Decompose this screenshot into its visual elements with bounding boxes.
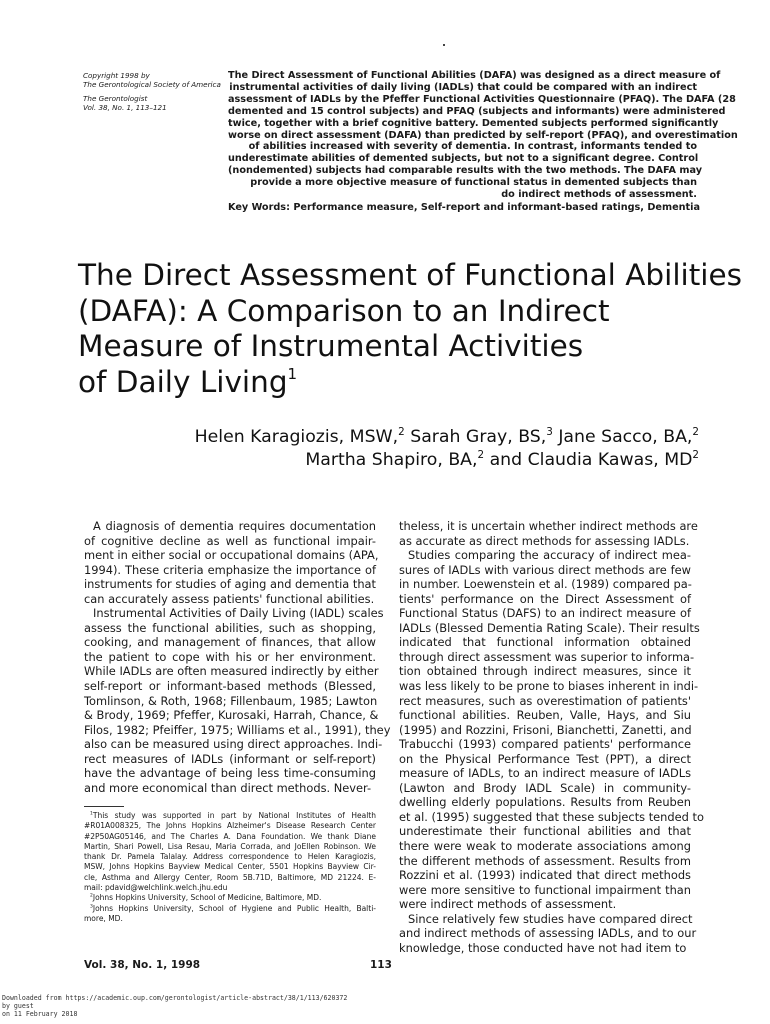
author-list	[195, 426, 699, 471]
author-name: Martha Shapiro, BA,	[305, 449, 478, 470]
footnote-text: mail: pdavid@welchlink.welch.jhu.edu	[84, 883, 228, 893]
body-line: indicated that functional information obtained	[399, 635, 691, 650]
body-line: through direct assessment was superior to informa-	[399, 649, 695, 664]
footnote-line	[84, 914, 376, 924]
keywords: Key Words: Performance measure, Self-report and informant-based ratings, Dementia	[228, 201, 701, 213]
footnote-line	[84, 811, 376, 821]
title-line-2: (DAFA): A Comparison to an Indirect	[78, 293, 610, 328]
abstract-line: provide a more objective measure of functional status in demented subjects than	[250, 177, 697, 189]
affiliation-mark: 2	[398, 426, 405, 439]
body-line: on the Physical Performance Test (PPT), a direct	[399, 751, 691, 766]
abstract-line: worse on direct assessment (DAFA) than predicted by self-report (PFAQ), and overestimation	[228, 129, 738, 141]
body-line: there were weak to moderate associations among	[399, 839, 691, 854]
body-line: tion obtained through indirect measures, since it	[399, 664, 691, 679]
body-line: et al. (1995) suggested that these subjects tended to	[399, 809, 704, 824]
body-line: assess the functional abilities, such as shopping,	[84, 620, 376, 635]
body-line: underestimate their functional abilities and that	[399, 824, 691, 839]
footnote-line	[84, 821, 376, 831]
body-column-right	[399, 519, 704, 955]
abstract-line: do indirect methods of assessment.	[501, 189, 697, 201]
body-line: ment in either social or occupational domains (APA,	[84, 548, 379, 563]
body-line: & Brody, 1969; Pfeffer, Kurosaki, Harrah, Chance, &	[84, 708, 379, 723]
body-line: Since relatively few studies have compared direct	[408, 911, 693, 926]
body-line: were more sensitive to functional impairment than	[399, 882, 691, 897]
journal-footer: Vol. 38, No. 1, 1998	[84, 959, 201, 971]
body-line: and more economical than direct methods. Never-	[84, 780, 372, 795]
body-line: measure of IADLs, to an indirect measure of IADLs	[399, 766, 691, 781]
body-line: (1995) and Rozzini, Frisoni, Bianchetti, Zanetti, and	[399, 722, 692, 737]
footnote-text: #2P50AG05146, and The Charles A. Dana Foundation. We thank Diane	[84, 831, 376, 841]
footnote-divider	[84, 806, 124, 807]
affiliation-mark: 3	[546, 426, 553, 439]
title-line-1: The Direct Assessment of Functional Abilities	[78, 258, 742, 292]
footnote-line	[84, 862, 376, 872]
body-line: instruments for studies of aging and dementia that	[84, 577, 376, 592]
author-line	[195, 426, 699, 449]
page-number: 113	[370, 959, 392, 971]
footnote-line	[84, 904, 376, 914]
copyright-line: Copyright 1998 by	[83, 71, 150, 80]
footnote-line	[84, 873, 376, 883]
body-line: and indirect methods of assessing IADLs, and to our	[399, 926, 697, 941]
abstract-line: instrumental activities of daily living (IADLs) that could be compared with an indirect	[229, 81, 697, 93]
body-line: Tomlinson, & Roth, 1968; Fillenbaum, 1985; Lawton	[84, 693, 378, 708]
abstract-line: assessment of IADLs by the Pfeffer Functional Activities Questionnaire (PFAQ). The DAFA (28	[228, 93, 736, 105]
author-name: Helen Karagiozis, MSW,	[194, 427, 399, 447]
footnote-mark: 3	[90, 904, 93, 910]
body-line: tients' performance on the Direct Assessment of	[399, 591, 691, 606]
body-line: in number. Loewenstein et al. (1989) compared pa-	[399, 577, 692, 592]
body-line: the different methods of assessment. Results from	[399, 853, 691, 868]
body-column-left	[84, 519, 391, 795]
body-line: functional abilities. Reuben, Valle, Hays, and Siu	[399, 708, 691, 723]
footnote-text: thank Dr. Pamela Talalay. Address correspondence to Helen Karagiozis,	[84, 852, 376, 862]
affiliation-mark: 2	[477, 448, 485, 461]
footnote-text: Martin, Shari Powell, Lisa Resau, Maria Corrada, and JoEllen Robinson. We	[84, 841, 376, 851]
abstract-line: twice, together with a brief cognitive battery. Demented subjects performed significantly	[228, 117, 719, 129]
download-line: by guest	[2, 1001, 34, 1010]
body-line: sures of IADLs with various direct methods are few	[399, 562, 691, 577]
society-line: The Gerontological Society of America	[83, 80, 221, 89]
footnote-text: cle, Asthma and Allergy Center, Room 5B.71D, Baltimore, MD 21224. E-	[84, 872, 376, 882]
body-line: While IADLs are often measured indirectly by either	[84, 664, 379, 679]
body-line: 1994). These criteria emphasize the importance of	[84, 562, 376, 577]
body-line: can accurately assess patients' functional abilities.	[84, 591, 375, 606]
footnote-line	[84, 893, 376, 903]
body-line: as accurate as direct methods for assessing IADLs.	[399, 533, 690, 548]
footnote-line	[84, 852, 376, 862]
author-name: Jane Sacco, BA,	[552, 427, 693, 447]
body-line: have the advantage of being less time-consuming	[84, 766, 376, 781]
footnote-mark: 1	[90, 811, 93, 817]
footnote-text: Johns Hopkins University, School of Hygiene and Public Health, Balti-	[92, 903, 376, 913]
footnote-text: Johns Hopkins University, School of Medicine, Baltimore, MD.	[92, 893, 322, 903]
affiliation-mark: 2	[692, 426, 699, 439]
body-line: Filos, 1982; Pfeiffer, 1975; Williams et al., 1991), they	[84, 722, 391, 737]
footnote-mark: 2	[90, 893, 93, 899]
body-line: Trabucchi (1993) compared patients' performance	[399, 737, 691, 752]
footnote-text: MSW, Johns Hopkins Bayview Medical Center, 5501 Hopkins Bayview Cir-	[84, 862, 376, 872]
body-line: of cognitive decline as well as functional impair-	[84, 533, 376, 548]
footnote-text: #R01A008325, The Johns Hopkins Alzheimer's Disease Research Center	[84, 821, 376, 831]
body-line: A diagnosis of dementia requires documentation	[93, 519, 376, 533]
title-line-4: of Daily Living	[78, 364, 288, 399]
article-title	[78, 258, 742, 400]
abstract-line: of abilities increased with severity of dementia. In contrast, informants tended to	[248, 141, 697, 153]
download-line: on 11 February 2018	[2, 1009, 78, 1018]
body-line: (Lawton and Brody IADL Scale) in community-	[399, 780, 691, 795]
footnote-line	[84, 883, 376, 893]
footnote-text: This study was supported in part by National Institutes of Health	[92, 811, 376, 820]
body-line: knowledge, those conducted have not had item to	[399, 940, 687, 955]
body-line: theless, it is uncertain whether indirect methods are	[399, 519, 698, 533]
body-line: also can be measured using direct approaches. Indi-	[84, 737, 383, 752]
volume-line: Vol. 38, No. 1, 113–121	[83, 103, 167, 112]
author-line	[195, 449, 699, 472]
footnote-line	[84, 832, 376, 842]
body-line: rect measures, such as overestimation of patients'	[399, 693, 691, 708]
download-line: Downloaded from https://academic.oup.com/gerontologist/article-abstract/38/1/113/620372	[2, 994, 348, 1002]
abstract-line: (nondemented) subjects had comparable results with the two methods. The DAFA may	[228, 165, 703, 177]
publication-info	[83, 71, 243, 112]
author-name: and Claudia Kawas, MD	[484, 449, 693, 470]
abstract-line: underestimate abilities of demented subjects, but not to a significant degree. Control	[228, 153, 699, 165]
body-line: rect measures of IADLs (informant or self-report)	[84, 751, 376, 766]
body-line: cooking, and management of finances, that allow	[84, 635, 376, 650]
abstract	[228, 70, 738, 214]
body-line: Instrumental Activities of Daily Living (IADL) scales	[93, 606, 384, 621]
body-line: was less likely to be prone to biases inherent in indi-	[399, 679, 699, 694]
abstract-line: demented and 15 control subjects) and PFAQ (subjects and informants) were administered	[228, 105, 726, 117]
body-line: self-report or informant-based methods (Blessed,	[84, 679, 376, 694]
title-footnote-mark: 1	[287, 364, 298, 383]
title-line-3: Measure of Instrumental Activities	[78, 329, 584, 363]
journal-name: The Gerontologist	[83, 94, 148, 103]
author-name: Sarah Gray, BS,	[404, 427, 547, 447]
body-line: Rozzini et al. (1993) indicated that direct methods	[399, 868, 691, 883]
body-line: were indirect methods of assessment.	[399, 897, 617, 912]
speck-mark	[443, 44, 445, 46]
abstract-text	[228, 70, 738, 201]
abstract-line: The Direct Assessment of Functional Abilities (DAFA) was designed as a direct measure of	[228, 70, 721, 81]
body-line: Functional Status (DAFS) to an indirect measure of	[399, 606, 691, 621]
footnote-text: more, MD.	[84, 913, 123, 923]
download-notice	[2, 995, 347, 1018]
footnotes	[84, 811, 376, 924]
body-line: dwelling elderly populations. Results from Reuben	[399, 795, 691, 810]
footnote-line	[84, 842, 376, 852]
body-line: Studies comparing the accuracy of indirect mea-	[408, 548, 691, 563]
body-line: the patient to cope with his or her environment.	[84, 649, 376, 664]
affiliation-mark: 2	[692, 448, 699, 461]
body-line: IADLs (Blessed Dementia Rating Scale). Their results	[399, 620, 700, 635]
